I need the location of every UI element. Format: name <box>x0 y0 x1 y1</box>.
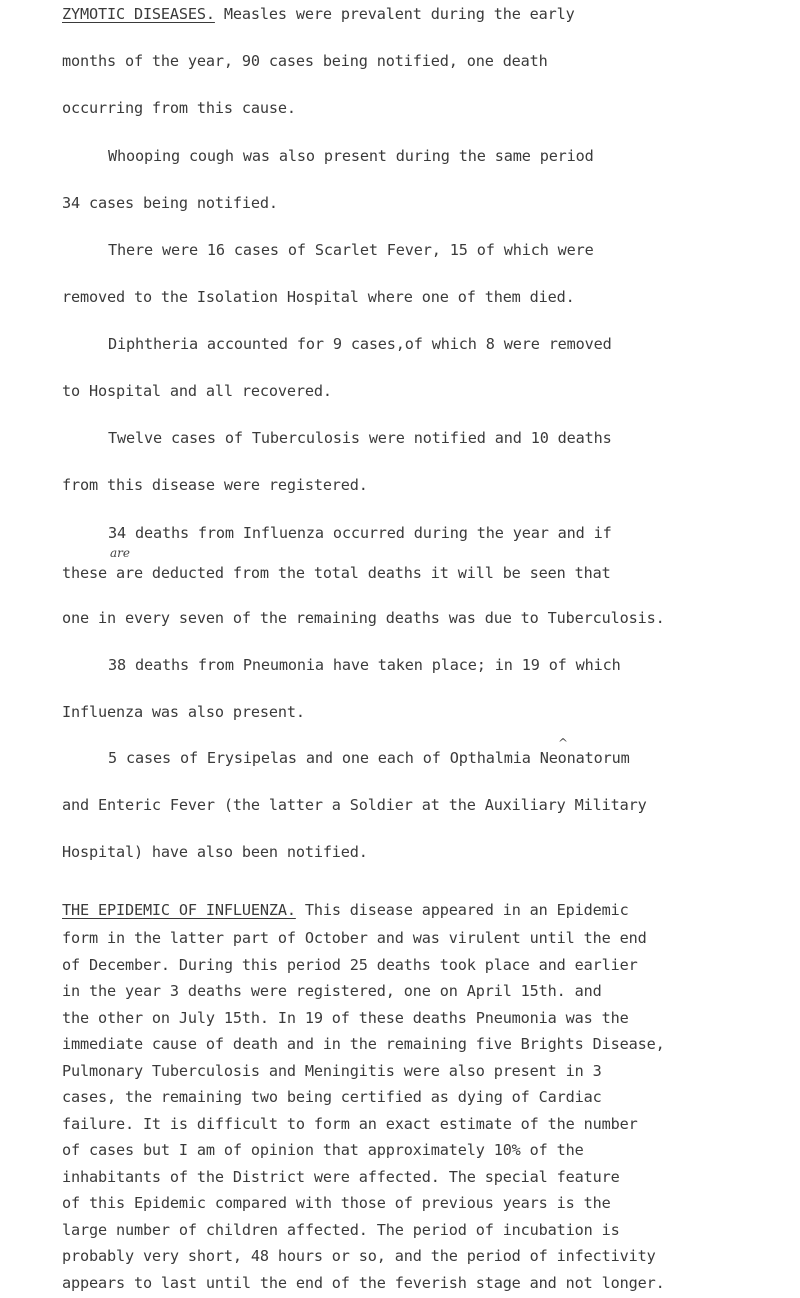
text-line: large number of children affected. The period of incubation is <box>62 1220 620 1239</box>
text-line: one in every seven of the remaining deaths was due to Tuberculosis. <box>62 609 665 627</box>
text-line: failure. It is difficult to form an exact estimate of the number <box>62 1114 638 1133</box>
text-line: inhabitants of the District were affected. The special feature <box>62 1167 620 1186</box>
text-line: of December. During this period 25 deaths took place and earlier <box>62 955 638 974</box>
text-line: occurring from this cause. <box>62 99 296 117</box>
text-line: Hospital) have also been notified. <box>62 843 368 861</box>
text-line: There were 16 cases of Scarlet Fever, 15 of which were <box>108 241 594 259</box>
zymotic-first-line-text: Measles were prevalent during the early <box>214 5 575 23</box>
section-heading-zymotic: ZYMOTIC DISEASES. <box>62 5 215 23</box>
text-line: months of the year, 90 cases being notified, one death <box>62 52 548 70</box>
text-line: removed to the Isolation Hospital where one of them died. <box>62 288 575 306</box>
text-line: and Enteric Fever (the latter a Soldier at the Auxiliary Military <box>62 796 647 814</box>
text-line: of cases but I am of opinion that approximately 10% of the <box>62 1141 584 1159</box>
text-line: 34 deaths from Influenza occurred during the year and if <box>108 524 612 542</box>
text-line: Influenza was also present. <box>62 703 305 721</box>
text-line: probably very short, 48 hours or so, and the period of infectivity <box>62 1247 656 1265</box>
text-line: the other on July 15th. In 19 of these deaths Pneumonia was the <box>62 1008 629 1027</box>
text-line: 38 deaths from Pneumonia have taken place; in 19 of which <box>108 656 621 674</box>
text-line: in the year 3 deaths were registered, one on April 15th. and <box>62 982 602 1000</box>
handwritten-insertion: are <box>110 546 130 560</box>
text-line: to Hospital and all recovered. <box>62 382 332 400</box>
text-line: from this disease were registered. <box>62 476 368 494</box>
text-line: appears to last until the end of the feverish stage and not longer. <box>62 1273 665 1292</box>
text-line: Pulmonary Tuberculosis and Meningitis were also present in 3 <box>62 1061 602 1080</box>
text-line: Whooping cough was also present during the same period <box>108 147 594 165</box>
insertion-caret: ^ <box>558 736 569 750</box>
text-line: form in the latter part of October and was virulent until the end <box>62 929 647 947</box>
epidemic-first-line-text: This disease appeared in an Epidemic <box>295 901 629 919</box>
text-line: Twelve cases of Tuberculosis were notified and 10 deaths <box>108 429 612 447</box>
text-line: these are deducted from the total deaths it will be seen that <box>62 564 611 582</box>
text-line: Diphtheria accounted for 9 cases,of which 8 were removed <box>108 335 612 353</box>
epidemic-first-line <box>62 900 629 920</box>
text-line: of this Epidemic compared with those of previous years is the <box>62 1194 611 1212</box>
text-line: 34 cases being notified. <box>62 194 278 212</box>
text-line: 5 cases of Erysipelas and one each of Opthalmia Neonatorum <box>108 749 630 767</box>
zymotic-first-line <box>62 4 575 24</box>
section-heading-epidemic: THE EPIDEMIC OF INFLUENZA. <box>62 901 296 919</box>
text-line: immediate cause of death and in the remaining five Brights Disease, <box>62 1035 665 1053</box>
text-line: cases, the remaining two being certified as dying of Cardiac <box>62 1088 602 1106</box>
